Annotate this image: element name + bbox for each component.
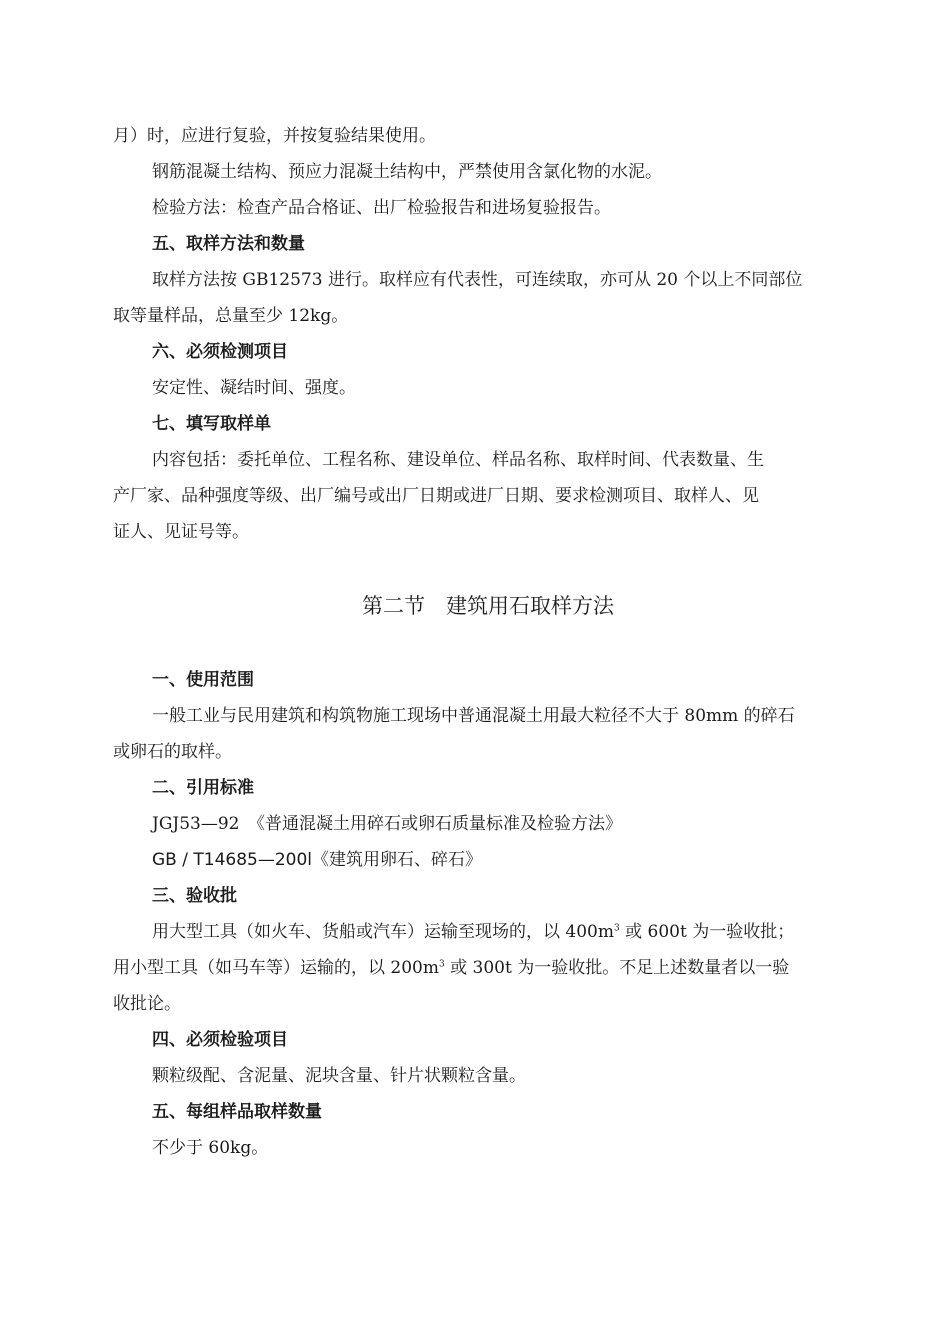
paragraph-sample-quantity: 不少于 60kg。 — [152, 1138, 269, 1158]
paragraph-batch-line-1 — [113, 914, 863, 950]
paragraph-sampling-line-2: 取等量样品，总量至少 12kg。 — [113, 306, 349, 326]
paragraph-form-line-1: 内容包括：委托单位、工程名称、建设单位、样品名称、取样时间、代表数量、生 — [152, 450, 764, 470]
heading-required-tests: 六、必须检测项目 — [152, 342, 288, 362]
reference-jgj53: JGJ53—92 《普通混凝土用碎石或卵石质量标准及检验方法》 — [152, 814, 622, 834]
batch-text-small-quantity: 或 300t 为一验收批。不足上述数量者以一验 — [444, 958, 790, 978]
heading-fill-form: 七、填写取样单 — [152, 414, 271, 434]
heading-scope: 一、使用范围 — [152, 670, 254, 690]
paragraph-chloride-prohibition: 钢筋混凝土结构、预应力混凝土结构中，严禁使用含氯化物的水泥。 — [152, 162, 662, 182]
paragraph-batch-line-3: 收批论。 — [113, 994, 181, 1014]
batch-text-large-transport: 用大型工具（如火车、货船或汽车）运输至现场的，以 400m — [152, 922, 614, 942]
heading-required-inspection: 四、必须检验项目 — [152, 1030, 288, 1050]
heading-references: 二、引用标准 — [152, 778, 254, 798]
superscript-cubic: 3 — [613, 923, 620, 934]
paragraph-inspection-method: 检验方法：检查产品合格证、出厂检验报告和进场复验报告。 — [152, 198, 611, 218]
reference-title: 《建筑用卵石、碎石》 — [312, 850, 483, 870]
heading-sampling-method: 五、取样方法和数量 — [152, 234, 305, 254]
superscript-cubic: 3 — [438, 959, 445, 970]
reference-code: GB / T14685—200l — [152, 850, 313, 870]
reference-gb14685 — [113, 842, 863, 878]
paragraph-scope-line-2: 或卵石的取样。 — [113, 742, 232, 762]
paragraph-form-line-3: 证人、见证号等。 — [113, 522, 249, 542]
paragraph-continuation: 月）时，应进行复验，并按复验结果使用。 — [113, 126, 436, 146]
paragraph-batch-line-2 — [113, 950, 863, 986]
heading-acceptance-batch: 三、验收批 — [152, 886, 237, 906]
paragraph-form-line-2: 产厂家、品种强度等级、出厂编号或出厂日期或进厂日期、要求检测项目、取样人、见 — [113, 486, 759, 506]
document-body — [113, 118, 863, 1166]
heading-sample-quantity: 五、每组样品取样数量 — [152, 1102, 322, 1122]
paragraph-required-inspection: 颗粒级配、含泥量、泥块含量、针片状颗粒含量。 — [152, 1066, 526, 1086]
paragraph-scope-line-1: 一般工业与民用建筑和构筑物施工现场中普通混凝土用最大粒径不大于 80mm 的碎石 — [152, 706, 795, 726]
batch-text-large-quantity: 或 600t 为一验收批； — [619, 922, 795, 942]
batch-text-small-transport: 用小型工具（如马车等）运输的，以 200m — [113, 958, 439, 978]
paragraph-sampling-line-1: 取样方法按 GB12573 进行。取样应有代表性，可连续取，亦可从 20 个以上不同部位 — [152, 270, 803, 290]
paragraph-required-tests: 安定性、凝结时间、强度。 — [152, 378, 356, 398]
section-title: 第二节 建筑用石取样方法 — [362, 594, 614, 618]
